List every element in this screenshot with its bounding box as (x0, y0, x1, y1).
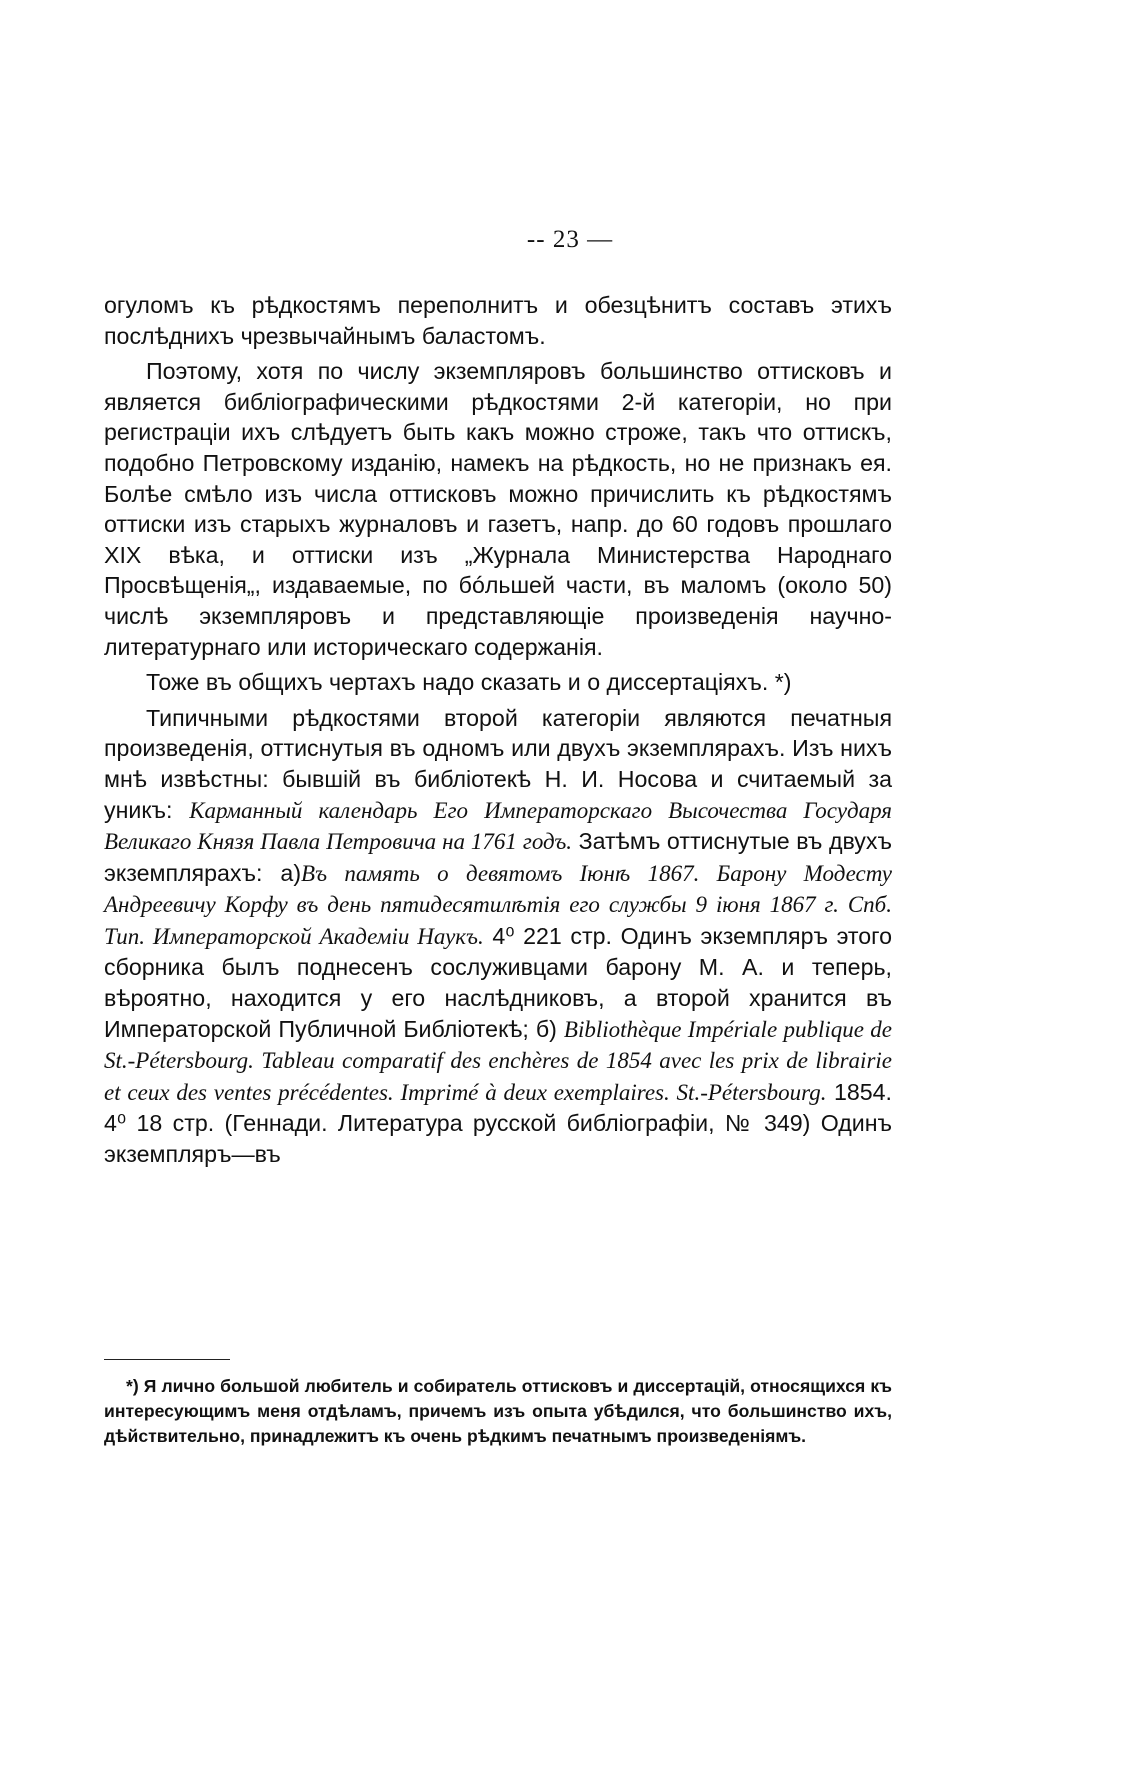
paragraph-continued: огуломъ къ рѣдкостямъ переполнитъ и обезцѣнитъ составъ этихъ послѣднихъ чрезвычайнымъ баластомъ. (104, 292, 892, 349)
page-number: -- 23 — (526, 226, 614, 253)
footnote-text: *) Я лично большой любитель и собиратель оттисковъ и диссертацій, относящихся къ интересующимъ меня отдѣламъ, причемъ изъ опыта убѣдился, что большинство ихъ, дѣйствительно, принадлежитъ къ очень рѣдкимъ печатнымъ произведеніямъ. (104, 1376, 892, 1446)
text-segment: Типичными рѣдкостями второй категоріи являются печатныя произведенія, оттиснутыя въ одномъ или двухъ экземплярахъ. Изъ нихъ мнѣ извѣстны: бывшій въ библіотекѣ Н. И. Носова и считаемый за уникъ: (104, 704, 892, 823)
italic-title-bibliotheque: Bibliothèque Impériale publique de St.-Pétersbourg. Tableau comparatif des enchères de 1854 avec les prix de librairie et ceux des ventes précédentes. Imprimé à deux exemplaires. St.-Pétersbourg. (104, 1016, 892, 1105)
italic-title-calendar: Карманный календарь Его Императорскаго Высочества Государя Великаго Князя Павла Петровича на 1761 годъ. (104, 797, 892, 855)
footnote (104, 1374, 892, 1449)
paragraph-offprints: Поэтому, хотя по числу экземпляровъ большинство оттисковъ и является библіографическими рѣдкостями 2-й категоріи, но при регистраціи ихъ слѣдуетъ быть какъ можно строже, такъ что оттискъ, подобно Петровскому изданію, намекъ на рѣдкость, но не признакъ ея. Болѣе смѣло изъ числа оттисковъ можно причислить къ рѣдкостямъ оттиски изъ старыхъ журналовъ и газетъ, напр. до 60 годовъ прошлаго XIX вѣка, и оттиски изъ „Журнала Министерства Народнаго Просвѣщенія„, издаваемые, по бóльшей части, въ маломъ (около 50) числѣ экземпляровъ и представляющіе произведенія научно-литературнаго или историческаго содержанія. (104, 358, 892, 660)
paragraph-dissertations: Тоже въ общихъ чертахъ надо сказать и о диссертаціяхъ. *) (146, 669, 792, 696)
text-segment: Затѣмъ оттиснутые въ двухъ экземплярахъ: а) (104, 828, 892, 886)
italic-title-korf: Въ память о девятомъ Іюнѣ 1867. Барону Модесту Андреевичу Корфу въ день пятидесятилѣтія его службы 9 іюня 1867 г. Спб. Тип. Императорской Академіи Наукъ. (104, 860, 892, 949)
text-segment: 1854. 4⁰ 18 стр. (Геннади. Литература русской библіографіи, № 349) Одинъ экземпляръ—въ (104, 1078, 892, 1168)
main-text (104, 290, 892, 1175)
text-segment: 4⁰ 221 стр. Одинъ экземпляръ этого сборника былъ поднесенъ сослуживцами барону М. А. и теперь, вѣроятно, находится у его наслѣдниковъ, а второй хранится въ Императорской Публичной Библіотекѣ; б) (104, 922, 892, 1042)
footnote-divider (104, 1359, 230, 1360)
paragraph-rarities-second-category (104, 703, 892, 1170)
